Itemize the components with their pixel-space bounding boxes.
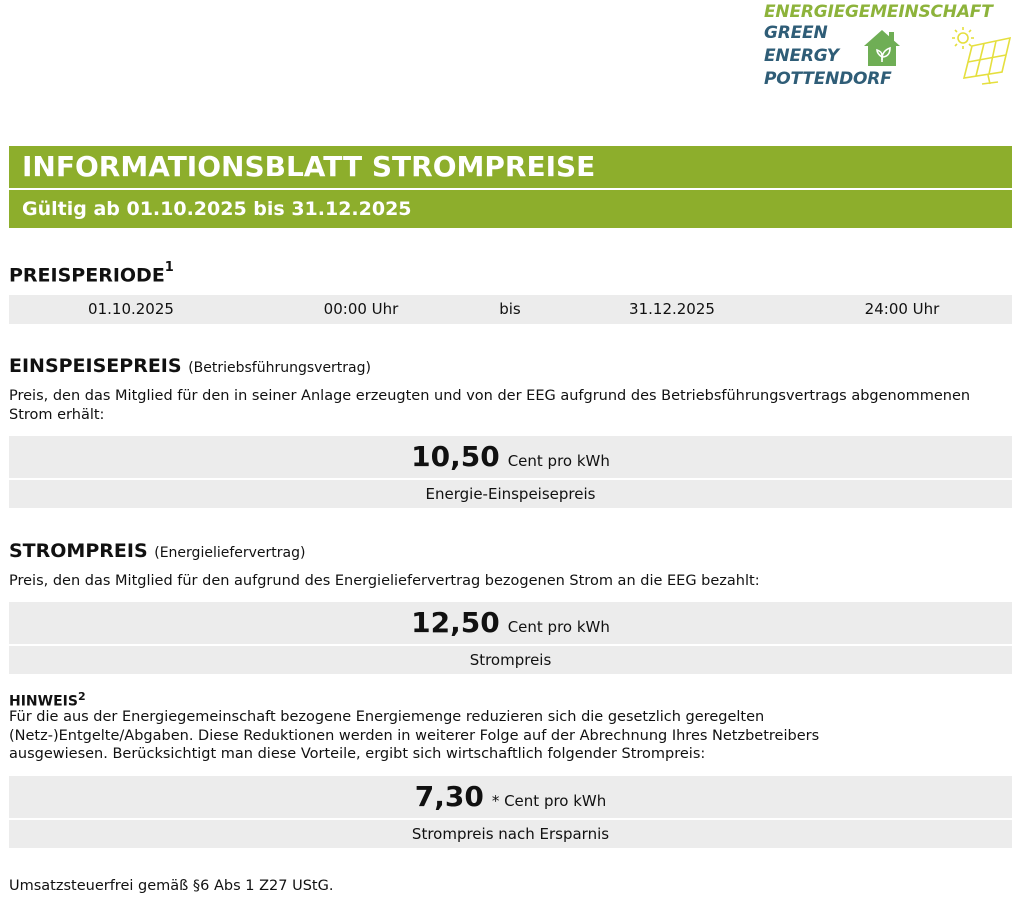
preisperiode-heading: [9, 259, 174, 287]
einspeisepreis-value: 10,50: [411, 440, 500, 473]
logo-line-2: GREEN: [764, 23, 828, 43]
strompreis-unit: Cent pro kWh: [507, 618, 610, 636]
hinweis-value: 7,30: [414, 780, 484, 813]
logo-line-4: POTTENDORF: [764, 69, 892, 89]
einspeisepreis-heading-text: EINSPEISEPREIS: [9, 355, 182, 377]
einspeisepreis-unit: Cent pro kWh: [507, 452, 610, 470]
logo-line-3: ENERGY: [764, 46, 839, 66]
hinweis-description: Für die aus der Energiegemeinschaft bezogene Energiemenge reduzieren sich die gesetzlich geregelten (Netz-)Entgelte/Abgaben. Diese Reduktionen werden in weiterer Folge auf der Abrechnung Ihres Netzbetreibers ausgewiesen. Berücksichtigt man diese Vorteile, ergibt sich wirtschaftlich folgender Strompreis:: [9, 709, 820, 762]
einspeisepreis-value-row: [9, 436, 1012, 478]
hinweis-unit: * Cent pro kWh: [491, 792, 607, 810]
logo: [764, 2, 1016, 92]
einspeisepreis-box: [9, 436, 1012, 508]
period-start-time: 00:00 Uhr: [323, 300, 399, 318]
sun-solar-panel-icon: [950, 24, 1014, 88]
logo-line-1: ENERGIEGEMEINSCHAFT: [764, 2, 993, 22]
page-title: INFORMATIONSBLATT STROMPREISE: [9, 146, 1012, 188]
hinweis-value-row: [9, 776, 1012, 818]
strompreis-value-row: [9, 602, 1012, 644]
footnote-marker-2: 2: [77, 690, 86, 703]
strompreis-heading: [9, 539, 305, 565]
strompreis-value: 12,50: [411, 606, 500, 639]
validity-subtitle: Gültig ab 01.10.2025 bis 31.12.2025: [9, 190, 1012, 228]
preisperiode-heading-text: PREISPERIODE: [9, 264, 165, 287]
strompreis-heading-text: STROMPREIS: [9, 540, 148, 562]
price-period-row: [9, 295, 1012, 324]
period-start-date: 01.10.2025: [88, 300, 174, 318]
strompreis-box: [9, 602, 1012, 674]
einspeisepreis-description: Preis, den das Mitglied für den in seiner Anlage erzeugten und von der EEG aufgrund des Betriebsführungsvertrags abgenommenen Strom erhält:: [9, 388, 971, 423]
hinweis-label: Strompreis nach Ersparnis: [9, 820, 1012, 848]
strompreis-label: Strompreis: [9, 646, 1012, 674]
strompreis-contract-type: (Energieliefervertrag): [154, 545, 306, 561]
period-end-time: 24:00 Uhr: [864, 300, 940, 318]
einspeisepreis-label: Energie-Einspeisepreis: [9, 480, 1012, 508]
period-separator: bis: [499, 300, 521, 318]
einspeisepreis-heading: [9, 354, 371, 380]
period-end-date: 31.12.2025: [629, 300, 715, 318]
house-leaf-icon: [860, 24, 904, 68]
footnote-marker-1: 1: [164, 260, 174, 275]
hinweis-box: [9, 776, 1012, 848]
tax-note: Umsatzsteuerfrei gemäß §6 Abs 1 Z27 UStG.: [9, 878, 334, 894]
hinweis-heading-text: HINWEIS: [9, 693, 78, 710]
einspeisepreis-contract-type: (Betriebsführungsvertrag): [188, 360, 371, 376]
strompreis-description: Preis, den das Mitglied für den aufgrund des Energieliefervertrag bezogenen Strom an die EEG bezahlt:: [9, 573, 760, 589]
